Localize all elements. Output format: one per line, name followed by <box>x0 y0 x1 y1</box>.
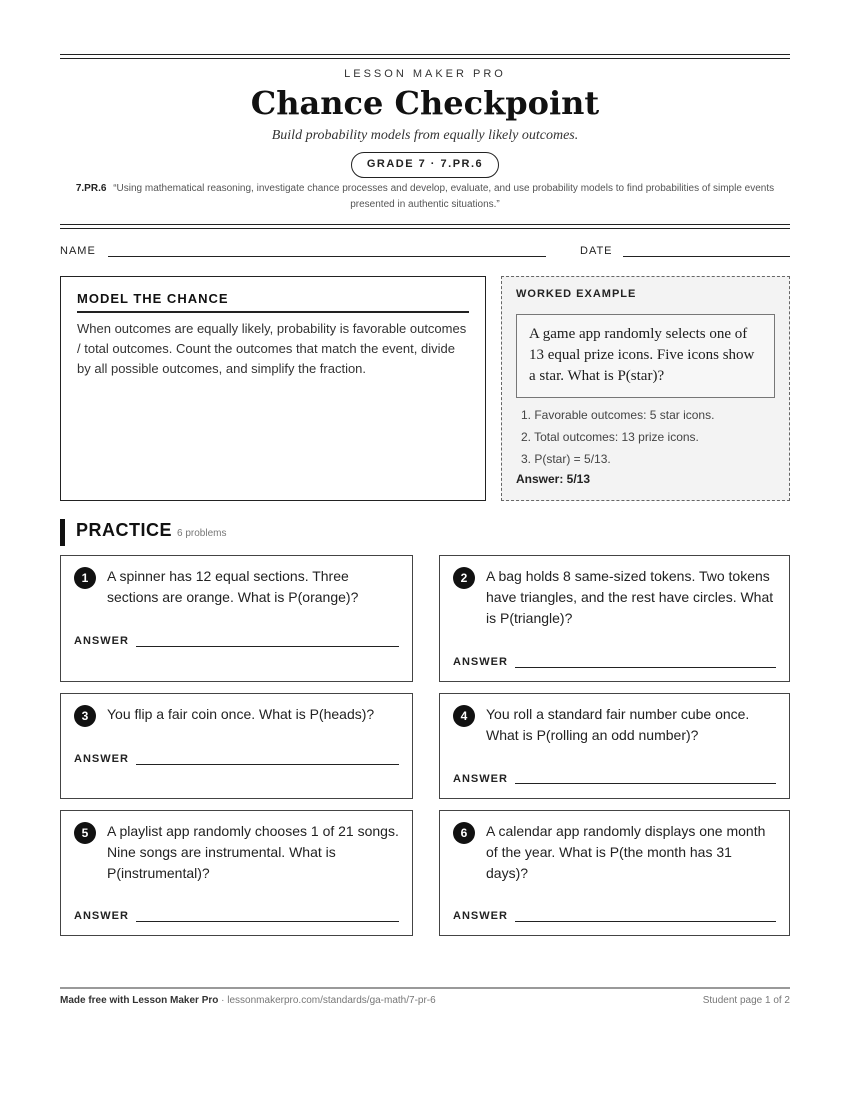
standard-text: “Using mathematical reasoning, investigate chance processes and develop, evaluate, and use probability models to find probabilities of simple events presented in authentic situations.” <box>113 183 775 210</box>
answer-label: ANSWER <box>74 753 129 765</box>
header-double-rule-bottom <box>60 224 790 229</box>
answer-label: ANSWER <box>453 773 508 785</box>
worksheet-subtitle: Build probability models from equally likely outcomes. <box>271 128 579 143</box>
name-field[interactable] <box>108 256 546 257</box>
standard-code: 7.PR.6 <box>75 183 107 194</box>
worked-example-question: A game app randomly selects one of 13 equal prize icons. Five icons show a star. What is P(star)? <box>516 314 775 398</box>
footer-page-number: Student page 1 of 2 <box>702 995 790 1006</box>
problem-number-badge: 1 <box>74 567 96 589</box>
worked-example-box <box>501 276 790 501</box>
practice-count: 6 problems <box>177 528 227 539</box>
worked-step: 2. Total outcomes: 13 prize icons. <box>521 430 699 444</box>
brand-label: LESSON MAKER PRO <box>344 68 506 80</box>
answer-line-1[interactable] <box>136 646 399 647</box>
problem-text: A calendar app randomly displays one month of the year. What is P(the month has 31 days)? <box>486 823 766 881</box>
practice-accent-bar <box>60 519 65 546</box>
problem-card-2 <box>439 555 790 682</box>
standard-description <box>60 181 790 213</box>
date-field[interactable] <box>623 256 790 257</box>
answer-line-5[interactable] <box>136 921 399 922</box>
practice-title: PRACTICE <box>76 520 173 540</box>
problem-card-3 <box>60 693 413 799</box>
answer-line-2[interactable] <box>515 667 776 668</box>
problem-text: A spinner has 12 equal sections. Three sections are orange. What is P(orange)? <box>107 568 359 605</box>
problem-card-4 <box>439 693 790 799</box>
footer-url[interactable]: · lessonmakerpro.com/standards/ga-math/7-pr-6 <box>218 995 436 1006</box>
model-heading: MODEL THE CHANCE <box>77 291 469 313</box>
problem-text: A playlist app randomly chooses 1 of 21 songs. Nine songs are instrumental. What is P(instrumental)? <box>107 823 399 881</box>
footer-made-with: Made free with Lesson Maker Pro <box>60 995 219 1006</box>
problem-text: A bag holds 8 same-sized tokens. Two tokens have triangles, and the rest have circles. What is P(triangle)? <box>486 568 774 626</box>
worked-example-answer: Answer: 5/13 <box>516 472 591 486</box>
worked-example-heading: WORKED EXAMPLE <box>516 288 637 300</box>
answer-label: ANSWER <box>74 910 129 922</box>
problem-number-badge: 4 <box>453 705 475 727</box>
worksheet-page <box>60 0 790 1100</box>
problem-number-badge: 5 <box>74 822 96 844</box>
answer-label: ANSWER <box>453 910 508 922</box>
problem-card-1 <box>60 555 413 682</box>
worksheet-title: Chance Checkpoint <box>250 84 600 122</box>
footer-credit <box>60 995 436 1006</box>
date-label: DATE <box>580 245 613 257</box>
header-double-rule-top <box>60 54 790 59</box>
problem-number-badge: 3 <box>74 705 96 727</box>
answer-line-4[interactable] <box>515 783 776 784</box>
worked-example-steps <box>516 404 775 470</box>
problem-card-5 <box>60 810 413 936</box>
footer-rule <box>60 987 790 989</box>
model-text: When outcomes are equally likely, probability is favorable outcomes / total outcomes. Count the outcomes that match the event, divide by all possible outcomes, and simplify the fraction. <box>77 321 467 376</box>
worked-step: 1. Favorable outcomes: 5 star icons. <box>521 408 715 422</box>
problem-text: You roll a standard fair number cube once. What is P(rolling an odd number)? <box>486 706 750 743</box>
answer-line-6[interactable] <box>515 921 776 922</box>
grade-standard-badge: GRADE 7 · 7.PR.6 <box>351 152 499 178</box>
problem-card-6 <box>439 810 790 936</box>
problem-text: You flip a fair coin once. What is P(heads)? <box>107 706 375 722</box>
name-label: NAME <box>60 245 96 257</box>
answer-label: ANSWER <box>74 635 129 647</box>
worked-step: 3. P(star) = 5/13. <box>521 452 611 466</box>
model-the-chance-box <box>60 276 486 501</box>
answer-label: ANSWER <box>453 656 508 668</box>
answer-line-3[interactable] <box>136 764 399 765</box>
problem-number-badge: 6 <box>453 822 475 844</box>
problem-number-badge: 2 <box>453 567 475 589</box>
